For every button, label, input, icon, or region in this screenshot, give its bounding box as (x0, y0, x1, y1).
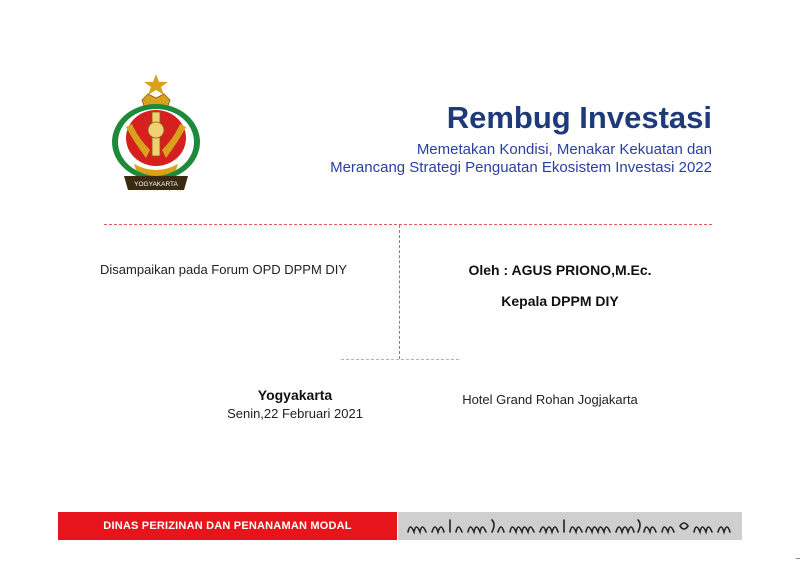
event-date: Senin,22 Februari 2021 (227, 406, 363, 421)
presentation-title: Rembug Investasi (446, 100, 712, 135)
event-venue: Hotel Grand Rohan Jogjakarta (462, 392, 638, 407)
footer-agency-label: DINAS PERIZINAN DAN PENANAMAN MODAL (103, 520, 352, 532)
presenter-name: Oleh : AGUS PRIONO,M.Ec. (468, 262, 652, 278)
horizontal-dashed-divider (104, 224, 712, 225)
crest-star-icon (144, 74, 168, 95)
presentation-subtitle (330, 141, 712, 177)
subtitle-line-1: Memetakan Kondisi, Menakar Kekuatan dan (416, 141, 712, 158)
crest-banner-text: YOGYAKARTA (134, 181, 178, 188)
forum-text: Disampaikan pada Forum OPD DPPM DIY (100, 262, 348, 277)
slide-corner-mark (796, 558, 800, 559)
vertical-dashed-divider (399, 225, 400, 359)
short-dashed-divider (341, 359, 459, 360)
event-city: Yogyakarta (257, 387, 333, 403)
subtitle-line-2: Merancang Strategi Penguatan Ekosistem Investasi 2022 (330, 159, 712, 176)
yogyakarta-crest-logo (106, 72, 206, 194)
footer-agency-banner (58, 512, 397, 540)
footer-javanese-script-strip (398, 512, 742, 540)
presenter-role: Kepala DPPM DIY (501, 293, 619, 309)
javanese-script-graphic (398, 512, 742, 540)
